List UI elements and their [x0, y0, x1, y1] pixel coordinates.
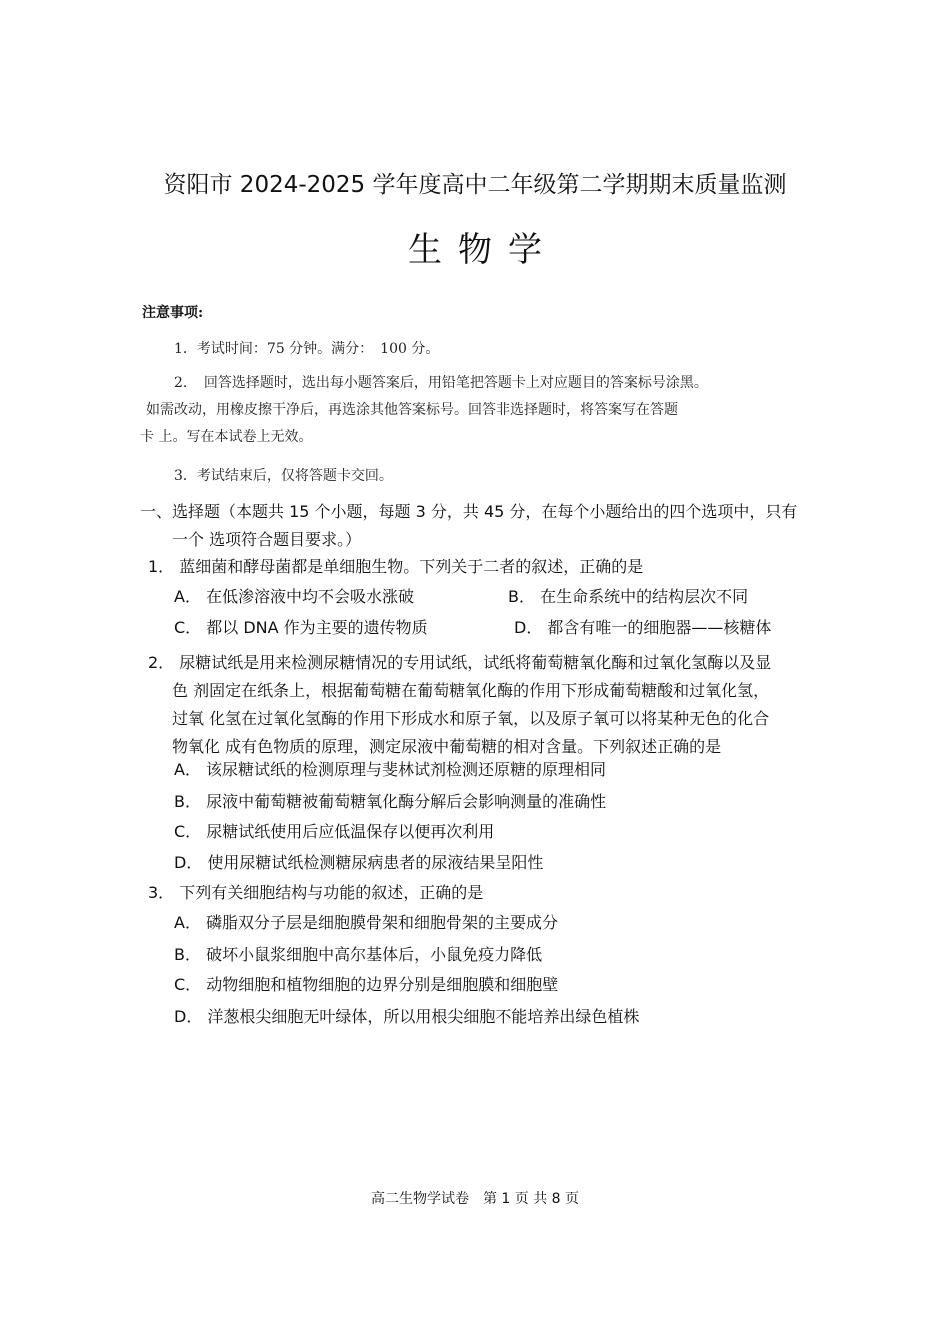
question-3-option-b: B． 破坏小鼠浆细胞中高尔基体后，小鼠免疫力降低 [174, 945, 543, 964]
section-heading: 一、选择题（本题共 15 个小题，每题 3 分，共 45 分，在每个小题给出的四个选项中，只有 [140, 502, 798, 521]
section-heading-cont: 一个 选项符合题目要求。） [172, 530, 362, 549]
question-3-stem: 3． 下列有关细胞结构与功能的叙述，正确的是 [148, 883, 484, 902]
notice-item-3: 3．考试结束后，仅将答题卡交回。 [174, 468, 393, 484]
question-1-stem: 1． 蓝细菌和酵母菌都是单细胞生物。下列关于二者的叙述，正确的是 [148, 557, 644, 576]
notice-item-2-cont: 如需改动，用橡皮擦干净后，再选涂其他答案标号。回答非选择题时，将答案写在答题 [146, 402, 678, 418]
question-3-option-d: D． 洋葱根尖细胞无叶绿体，所以用根尖细胞不能培养出绿色植株 [174, 1007, 640, 1026]
notice-item-1: 1．考试时间：75 分钟。满分： 100 分。 [174, 341, 440, 357]
question-2-option-c: C． 尿糖试纸使用后应低温保存以便再次利用 [174, 822, 495, 841]
notice-heading: 注意事项: [142, 305, 204, 321]
question-1-option-b: B． 在生命系统中的结构层次不同 [508, 587, 749, 606]
question-2-stem-line-3: 过氧 化氢在过氧化氢酶的作用下形成水和原子氧，以及原子氧可以将某种无色的化合 [172, 709, 770, 728]
page-footer: 高二生物学试卷 第 1 页 共 8 页 [370, 1191, 580, 1207]
question-2-option-a: A． 该尿糖试纸的检测原理与斐林试剂检测还原糖的原理相同 [174, 760, 607, 779]
question-1-option-a: A． 在低渗溶液中均不会吸水涨破 [174, 587, 415, 606]
notice-item-2: 2． 回答选择题时，选出每小题答案后，用铅笔把答题卡上对应题目的答案标号涂黑。 [174, 375, 708, 391]
notice-item-2-end: 卡 上。写在本试卷上无效。 [140, 429, 313, 445]
question-2-option-b: B． 尿液中葡萄糖被葡萄糖氧化酶分解后会影响测量的准确性 [174, 792, 607, 811]
question-2-stem-line-2: 色 剂固定在纸条上，根据葡萄糖在葡萄糖氧化酶的作用下形成葡萄糖酸和过氧化氢， [172, 681, 770, 700]
question-2-stem-line-4: 物氧化 成有色物质的原理，测定尿液中葡萄糖的相对含量。下列叙述正确的是 [172, 737, 722, 756]
question-1-option-d: D． 都含有唯一的细胞器——核糖体 [514, 618, 772, 637]
question-2-option-d: D． 使用尿糖试纸检测糖尿病患者的尿液结果呈阳性 [174, 853, 544, 872]
exam-title: 资阳市 2024-2025 学年度高中二年级第二学期期末质量监测 [163, 172, 787, 198]
question-1-option-c: C． 都以 DNA 作为主要的遗传物质 [174, 618, 428, 637]
question-2-stem: 2． 尿糖试纸是用来检测尿糖情况的专用试纸，试纸将葡萄糖氧化酶和过氧化氢酶以及显 [148, 653, 772, 672]
subject-title: 生物学 [408, 230, 558, 270]
question-3-option-c: C． 动物细胞和植物细胞的边界分别是细胞膜和细胞壁 [174, 975, 559, 994]
question-3-option-a: A． 磷脂双分子层是细胞膜骨架和细胞骨架的主要成分 [174, 913, 559, 932]
